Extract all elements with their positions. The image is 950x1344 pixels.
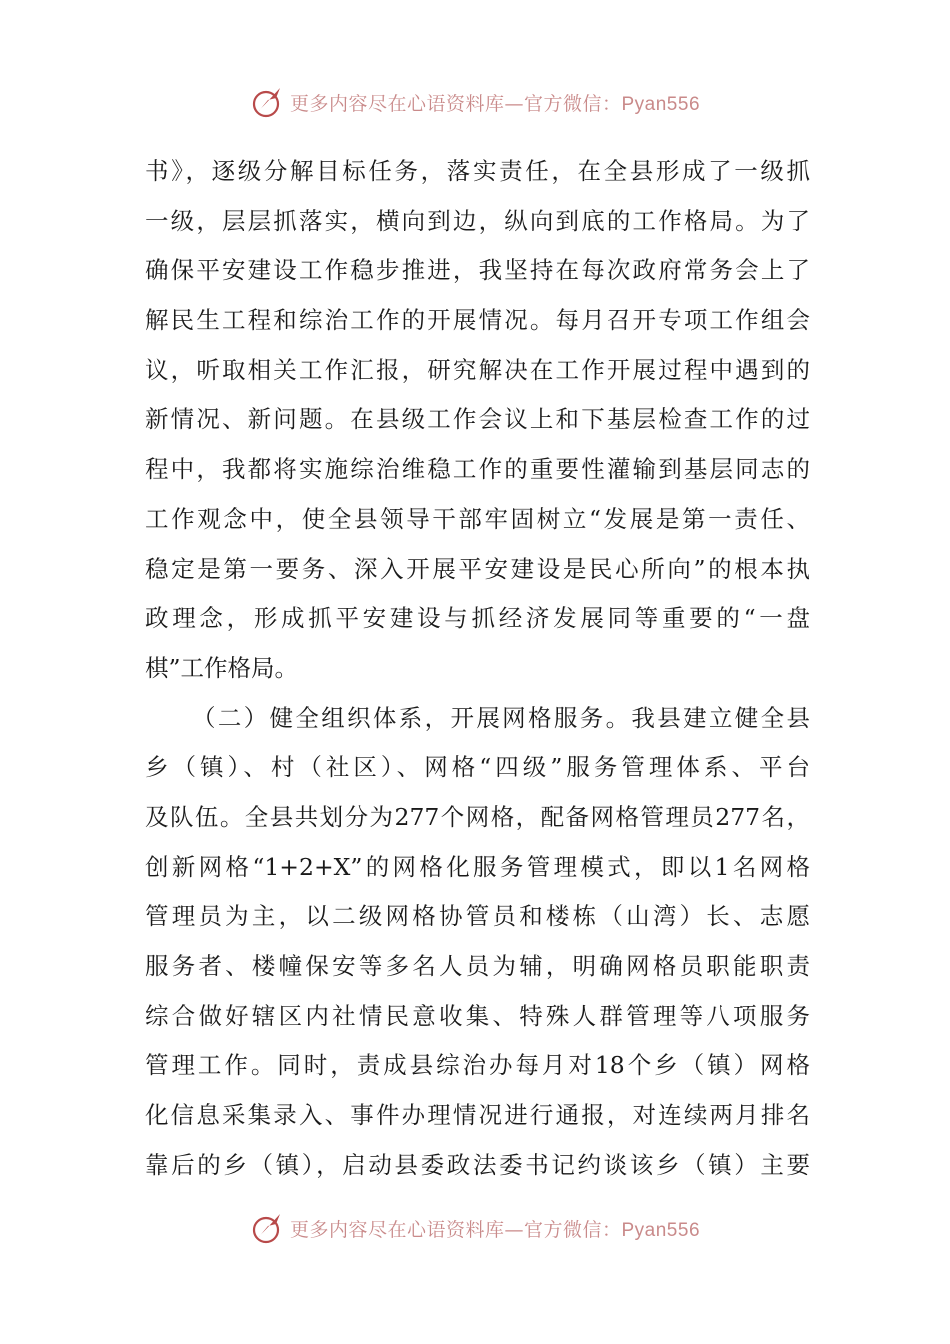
text-line: 一级，层层抓落实，横向到边，纵向到底的工作格局。为了 <box>145 206 810 235</box>
text-line: 创新网格“1+2+X”的网格化服务管理模式，即以1名网格 <box>145 852 810 881</box>
text-line: 棋”工作格局。 <box>145 653 299 682</box>
watermark-header <box>0 82 950 122</box>
text-line: 程中，我都将实施综治维稳工作的重要性灌输到基层同志的 <box>145 455 810 484</box>
watermark-wechat-id: Pyan556 <box>621 93 701 115</box>
watermark-text: 更多内容尽在心语资料库—官方微信：Pyan556 <box>289 1218 701 1241</box>
section-heading-line: （二）健全组织体系，开展网格服务。我县建立健全县 <box>192 703 810 732</box>
watermark-text: 更多内容尽在心语资料库—官方微信：Pyan556 <box>289 92 701 115</box>
quill-logo-icon <box>250 84 286 120</box>
text-line: 新情况、新问题。在县级工作会议上和下基层检查工作的过 <box>145 405 810 434</box>
text-line: 稳定是第一要务、深入开展平安建设是民心所向”的根本执 <box>145 554 810 583</box>
text-line: 管理员为主，以二级网格协管员和楼栋（山湾）长、志愿 <box>145 902 810 931</box>
watermark-wechat-id: Pyan556 <box>621 1219 701 1241</box>
watermark-footer <box>0 1208 950 1248</box>
text-line: 靠后的乡（镇），启动县委政法委书记约谈该乡（镇）主要 <box>145 1150 810 1179</box>
document-body <box>145 147 810 1190</box>
text-line: 解民生工程和综治工作的开展情况。每月召开专项工作组会 <box>145 306 810 335</box>
text-line: 工作观念中，使全县领导干部牢固树立“发展是第一责任、 <box>145 504 810 533</box>
quill-logo-icon <box>250 1210 286 1246</box>
text-line: 化信息采集录入、事件办理情况进行通报，对连续两月排名 <box>145 1101 810 1130</box>
text-line: 政理念，形成抓平安建设与抓经济发展同等重要的“一盘 <box>145 604 810 633</box>
text-line: 及队伍。全县共划分为277个网格，配备网格管理员277名， <box>145 802 810 831</box>
text-line: 确保平安建设工作稳步推进，我坚持在每次政府常务会上了 <box>145 256 810 285</box>
text-line: 管理工作。同时，责成县综治办每月对18个乡（镇）网格 <box>145 1051 810 1080</box>
text-line: 书》，逐级分解目标任务，落实责任，在全县形成了一级抓 <box>145 157 810 185</box>
text-line: 乡（镇）、村（社区）、网格“四级”服务管理体系、平台 <box>145 753 810 782</box>
text-line: 议，听取相关工作汇报，研究解决在工作开展过程中遇到的 <box>145 355 810 384</box>
text-line: 综合做好辖区内社情民意收集、特殊人群管理等八项服务 <box>145 1001 810 1030</box>
text-line: 服务者、楼幢保安等多名人员为辅，明确网格员职能职责 <box>145 952 810 980</box>
